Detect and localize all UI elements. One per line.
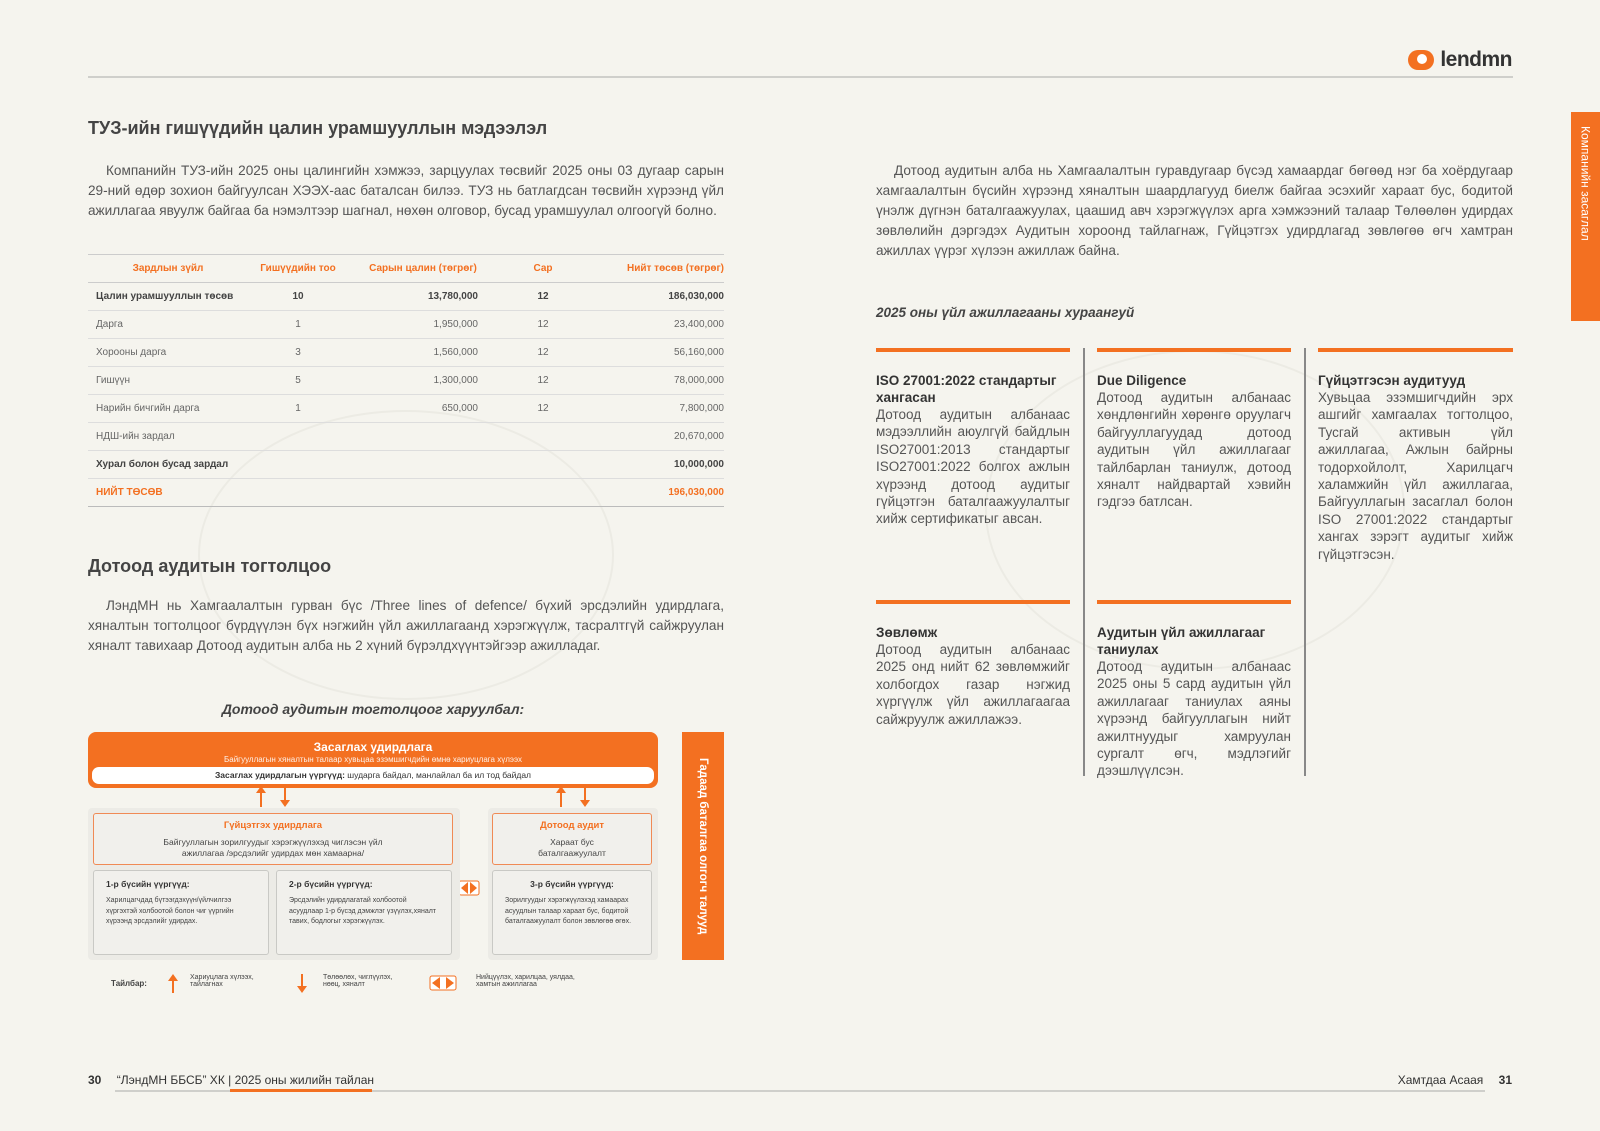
cell: 12 bbox=[498, 283, 588, 311]
internal-audit-box bbox=[492, 813, 652, 865]
diagram-caption: Дотоод аудитын тогтолцоог харуулбал: bbox=[221, 701, 525, 717]
cell: Нарийн бичгийн дарга bbox=[88, 395, 248, 423]
legend-both-text: Нийцүүлэх, харилцаа, уялдаа, хамтын ажиллагаа bbox=[476, 974, 575, 988]
table-row bbox=[88, 395, 724, 423]
cell bbox=[248, 479, 348, 507]
summary-title: 2025 оны үйл ажиллагааны хураангуй bbox=[876, 305, 1135, 320]
cell: 13,780,000 bbox=[348, 283, 498, 311]
col-header-months: Сар bbox=[498, 255, 588, 283]
section-title-internal-audit: Дотоод аудитын тогтолцоо bbox=[88, 556, 332, 576]
audit-intro-paragraph: Дотоод аудитын алба нь Хамгаалалтын гуравдугаар бүсэд хамаардаг бөгөөд нэг ба хоёрдугаар хамгаалалтын бүсийн хүрээнд хяналтын шаардлагууд биелж байгаа эсэхийг хараат бус, бодитой үнэлж дүгнэн баталгаажуулах, цаашид авч хэрэгжүүлэх арга хэмжээний талаар Төлөөлөн удирдах зөвлөлийн дэргэдэх Аудитын хороонд тайлагнаж, Гүйцэтгэх удирдлагад зөвлөгөө өгч хамтран ажиллах үүрэг хүлээн ажиллаж байна. bbox=[876, 163, 1513, 258]
legend-down-arrow-icon bbox=[297, 974, 307, 993]
table-row bbox=[88, 451, 724, 479]
legend-double-arrow-icon bbox=[430, 976, 456, 990]
cell: Дарга bbox=[88, 311, 248, 339]
card-accent-bar bbox=[1318, 348, 1513, 352]
cell: 12 bbox=[498, 311, 588, 339]
cell: 20,670,000 bbox=[588, 423, 724, 451]
governance-box bbox=[88, 732, 658, 788]
header-rule bbox=[88, 76, 1513, 78]
table-row bbox=[88, 311, 724, 339]
table-row bbox=[88, 367, 724, 395]
executive-description: Байгууллагын зорилгуудыг хэрэгжүүлэхэд чиглэсэн үйл ажиллагаа /эрсдэлийг удирдах мөн хамаарна/ bbox=[163, 837, 383, 858]
cell: Гишүүн bbox=[88, 367, 248, 395]
card-awareness bbox=[1097, 600, 1291, 780]
cell: 1,300,000 bbox=[348, 367, 498, 395]
budget-table bbox=[88, 254, 724, 507]
arrow-up-head bbox=[256, 786, 266, 793]
cell: 1 bbox=[248, 395, 348, 423]
executive-management-box bbox=[93, 813, 453, 865]
card-title: Гүйцэтгэсэн аудитууд bbox=[1318, 373, 1466, 388]
internal-audit-description: Хараат бус баталгаажуулалт bbox=[538, 837, 606, 858]
cell: Хорооны дарга bbox=[88, 339, 248, 367]
arrow-up-head bbox=[556, 786, 566, 793]
card-accent-bar bbox=[876, 348, 1070, 352]
brand-logo bbox=[1408, 48, 1512, 72]
col-header-item: Зардлын зүйл bbox=[88, 255, 248, 283]
legend-label: Тайлбар: bbox=[111, 979, 147, 988]
card-accent-bar bbox=[1097, 600, 1291, 604]
line3-description: Зорилгуудыг хэрэгжүүлэхэд хамаарах асуудлын талаар хараат бус, бодитой баталгаажуулалт болон зөвлөгөө өгөх. bbox=[505, 897, 632, 925]
card-text: Хувьцаа эзэмшигчдийн эрх ашгийг хамгаалах тогтолцоо, Тусгай активын үйл ажиллагаа, Ажлын байрны тодорхойлолт, Харилцагч халамжийн үйл ажиллагаа, Байгууллагын засаглал болон ISO 27001:2022 стандартыг хангах зэрэгт аудитыг хийж гүйцэтгэсэн. bbox=[1318, 390, 1513, 562]
governance-subtitle: Байгууллагын хяналтын талаар хувьцаа эзэмшигчдийн өмнө хариуцлага хүлээх bbox=[224, 755, 522, 764]
card-iso bbox=[876, 348, 1070, 528]
line2-description: Эрсдэлийн удирдлагатай холбоотой асуудлаар 1-р бүсэд дэмжлэг үзүүлэх,хяналт тавих, бодлогыг хэрэгжүүлэх. bbox=[289, 897, 437, 925]
line1-description: Харилцагчдад бүтээгдэхүүн/үйлчилгээ хүргэхтэй холбоотой болон чиг үүргийн хүрээнд эрсдэлийг удирдах. bbox=[106, 897, 234, 925]
board-pay-paragraph: Компанийн ТУЗ-ийн 2025 оны цалингийн хэмжээ, зарцуулах төсвийг 2025 оны 03 дугаар сарын 29-ний өдөр зохион байгуулсан ХЭЭХ-аас баталсан билээ. ТУЗ нь батлагдсан төсвийн хүрээнд үйл ажиллагаа явуулж байгаа ба нэмэлтээр шагнал, нөхөн олговор, бусад урамшуулал олгоогүй болно. bbox=[88, 163, 724, 218]
card-recommendations bbox=[876, 600, 1070, 728]
card-text: Дотоод аудитын албанаас 2025 оны 5 сард аудитын үйл ажиллагааг таниулах аяны хүрээнд байгууллагын нийт ажилтнуудыг хамруулан сургалт өгч, мэдлэгийг дээшлүүлсэн. bbox=[1097, 659, 1291, 779]
cell: Хурал болон бусад зардал bbox=[88, 451, 248, 479]
cell: 3 bbox=[248, 339, 348, 367]
cell: 56,160,000 bbox=[588, 339, 724, 367]
card-text: Дотоод аудитын албанаас 2025 онд нийт 62 зөвлөмжийг холбогдох газар нэгжид хүргүүлж үйл ажиллагаагаа сайжруулж ажиллажээ. bbox=[876, 642, 1070, 727]
cell: 1 bbox=[248, 311, 348, 339]
cell: НИЙТ ТӨСӨВ bbox=[88, 479, 248, 507]
card-title: Зөвлөмж bbox=[876, 625, 938, 640]
line3-box bbox=[492, 870, 652, 955]
line2-box bbox=[276, 870, 452, 955]
cell: 650,000 bbox=[348, 395, 498, 423]
line2-title: 2-р бүсийн үүргүүд: bbox=[289, 879, 373, 889]
card-audits bbox=[1318, 348, 1513, 563]
table-header-row bbox=[88, 255, 724, 283]
cell: 10 bbox=[248, 283, 348, 311]
line3-title: 3-р бүсийн үүргүүд: bbox=[530, 879, 614, 889]
cell: 12 bbox=[498, 367, 588, 395]
governance-title: Засаглах удирдлага bbox=[313, 740, 433, 754]
line1-title: 1-р бүсийн үүргүүд: bbox=[106, 879, 190, 889]
card-divider bbox=[1083, 348, 1085, 776]
cell: 12 bbox=[498, 339, 588, 367]
col-header-total: Нийт төсөв (төгрөг) bbox=[588, 255, 724, 283]
cell bbox=[248, 451, 348, 479]
cell: 7,800,000 bbox=[588, 395, 724, 423]
col-header-monthly: Сарын цалин (төгрөг) bbox=[348, 255, 498, 283]
legend-up-text: Хариуцлага хүлээх, тайлагнах bbox=[190, 974, 254, 988]
internal-audit-title: Дотоод аудит bbox=[540, 820, 604, 831]
card-title: ISO 27001:2022 стандартыг хангасан bbox=[876, 373, 1057, 405]
arrow-down-head bbox=[580, 800, 590, 807]
footer-accent bbox=[230, 1089, 372, 1092]
cell: 1,560,000 bbox=[348, 339, 498, 367]
arrow-down-head bbox=[280, 800, 290, 807]
page-number-left: 30 bbox=[88, 1073, 102, 1087]
executive-title: Гүйцэтгэх удирдлага bbox=[223, 820, 323, 831]
card-divider bbox=[1304, 348, 1306, 776]
cell bbox=[498, 451, 588, 479]
cell: Цалин урамшууллын төсөв bbox=[88, 283, 248, 311]
legend-down-text: Төлөөлөх, чиглүүлэх, нөөц, хяналт bbox=[323, 974, 393, 988]
cell: НДШ-ийн зардал bbox=[88, 423, 248, 451]
cell: 10,000,000 bbox=[588, 451, 724, 479]
cell bbox=[348, 451, 498, 479]
cell: 1,950,000 bbox=[348, 311, 498, 339]
card-accent-bar bbox=[1097, 348, 1291, 352]
logo-check-icon bbox=[1408, 50, 1434, 70]
footer-left bbox=[88, 1073, 374, 1087]
section-side-tab: Компанийн засаглал bbox=[1571, 112, 1600, 321]
footer-slogan: Хамтдаа Асаая bbox=[1397, 1073, 1484, 1087]
external-assurance-bar: Гадаад баталгаа олгогч талууд bbox=[682, 732, 724, 960]
internal-audit-paragraph: ЛэндМН нь Хамгаалалтын гурван бүс /Three lines of defence/ бүхий эрсдэлийн удирдлага, хяналтын тогтолцоог бүрдүүлэн бүх нэгжийн үйл ажиллагаанд хэрэгжүүлж, тасралтгүй сайжруулан хяналт тавихаар Дотоод аудитын алба нь 2 хүний бүрэлдхүүнтэйгээр ажилладаг. bbox=[88, 598, 724, 653]
governance-principles bbox=[92, 767, 654, 784]
cell bbox=[248, 423, 348, 451]
footer-right bbox=[1398, 1073, 1512, 1087]
table-row bbox=[88, 339, 724, 367]
card-title: Due Diligence bbox=[1097, 373, 1187, 388]
cell: 78,000,000 bbox=[588, 367, 724, 395]
card-text: Дотоод аудитын албанаас мэдээллийн аюулгүй байдлын ISO27001:2013 стандартыг ISO27001:2022 болгох ажлын хүрээнд дотоод аудитыг гүйцэтгэн баталгаажуулалтыг хийж сертификатыг авсан. bbox=[876, 407, 1070, 527]
governance-principles-text: шударга байдал, манлайлал ба ил тод байдал bbox=[344, 770, 532, 780]
logo-text: lendmn bbox=[1440, 48, 1512, 71]
double-arrow-icon bbox=[459, 881, 479, 895]
cell bbox=[498, 479, 588, 507]
cell: 12 bbox=[498, 395, 588, 423]
card-accent-bar bbox=[876, 600, 1070, 604]
cell: 23,400,000 bbox=[588, 311, 724, 339]
card-title: Аудитын үйл ажиллагааг таниулах bbox=[1097, 625, 1266, 657]
card-text: Дотоод аудитын албанаас хөндлөнгийн хөрөнгө оруулагч байгууллагуудад дотоод аудитын үйл ажиллагааг тайлбарлан таниулж, дотоод хяналт найдвартай хэвийн гэдгээ батлсан. bbox=[1097, 390, 1291, 510]
page-number-right: 31 bbox=[1498, 1073, 1512, 1087]
legend-up-arrow-icon bbox=[168, 974, 178, 993]
col-header-members: Гишүүдийн тоо bbox=[248, 255, 348, 283]
line1-box bbox=[93, 870, 269, 955]
card-due-diligence bbox=[1097, 348, 1291, 511]
table-row bbox=[88, 283, 724, 311]
governance-principles-label: Засаглах удирдлагын үүргүүд: bbox=[214, 770, 345, 780]
cell bbox=[348, 423, 498, 451]
table-total-row bbox=[88, 479, 724, 507]
footer-report-title: “ЛэндМН ББСБ” ХК | 2025 оны жилийн тайлан bbox=[116, 1073, 375, 1087]
cell: 186,030,000 bbox=[588, 283, 724, 311]
cell: 5 bbox=[248, 367, 348, 395]
table-row bbox=[88, 423, 724, 451]
cell bbox=[498, 423, 588, 451]
cell: 196,030,000 bbox=[588, 479, 724, 507]
section-title-board-pay: ТУЗ-ийн гишүүдийн цалин урамшууллын мэдээлэл bbox=[88, 118, 548, 138]
cell bbox=[348, 479, 498, 507]
